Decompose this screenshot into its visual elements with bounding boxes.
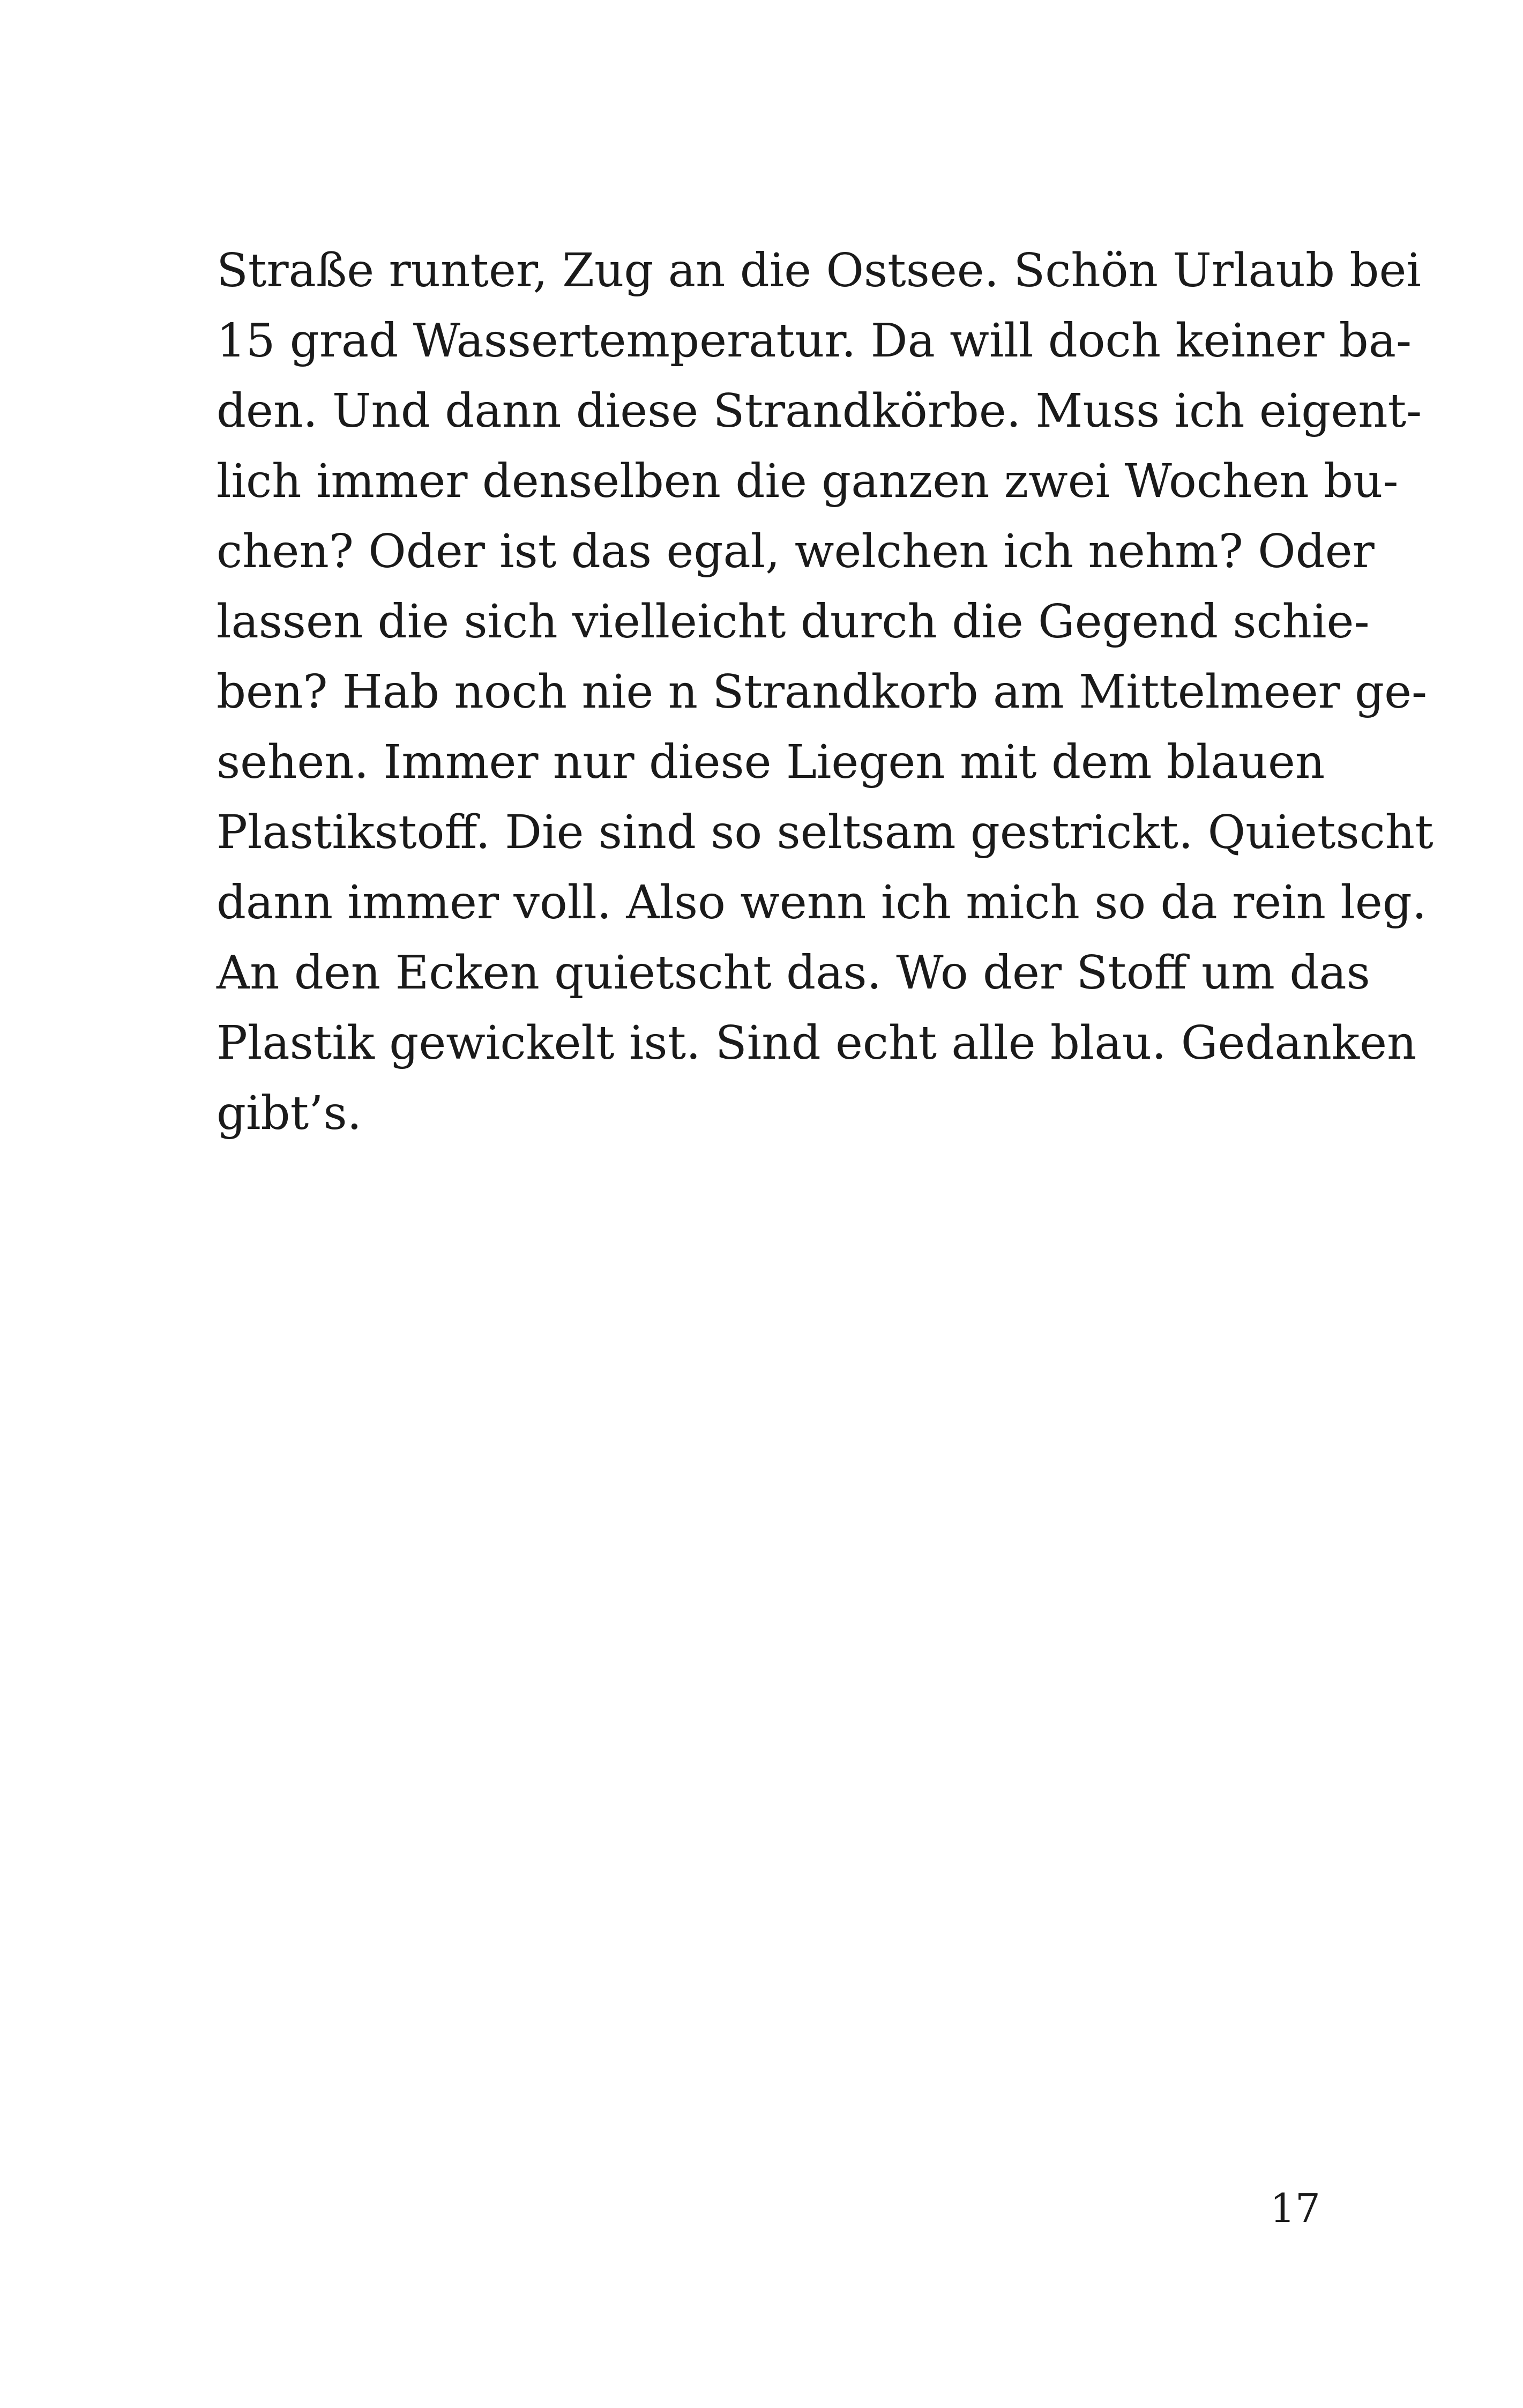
text-line: dann immer voll. Also wenn ich mich so da rein leg. (216, 876, 1427, 930)
text-line: Straße runter, Zug an die Ostsee. Schön Urlaub bei (216, 244, 1421, 298)
text-line: An den Ecken quietscht das. Wo der Stoff um das (216, 946, 1370, 1000)
text-line: 15 grad Wassertemperatur. Da will doch keiner ba- (216, 314, 1412, 368)
body-text (216, 236, 1434, 1149)
text-line: gibt’s. (216, 1087, 362, 1140)
text-line: Plastikstoff. Die sind so seltsam gestrickt. Quietscht (216, 806, 1434, 859)
text-line: den. Und dann diese Strandkörbe. Muss ich eigent- (216, 384, 1422, 438)
text-line: lassen die sich vielleicht durch die Gegend schie- (216, 595, 1370, 649)
text-line: sehen. Immer nur diese Liegen mit dem blauen (216, 735, 1325, 789)
text-line: Plastik gewickelt ist. Sind echt alle blau. Gedanken (216, 1016, 1417, 1070)
text-line: chen? Oder ist das egal, welchen ich nehm? Oder (216, 525, 1375, 578)
text-line: ben? Hab noch nie n Strandkorb am Mittelmeer ge- (216, 665, 1428, 719)
text-line: lich immer denselben die ganzen zwei Wochen bu- (216, 455, 1399, 508)
page-number: 17 (1270, 2186, 1320, 2232)
